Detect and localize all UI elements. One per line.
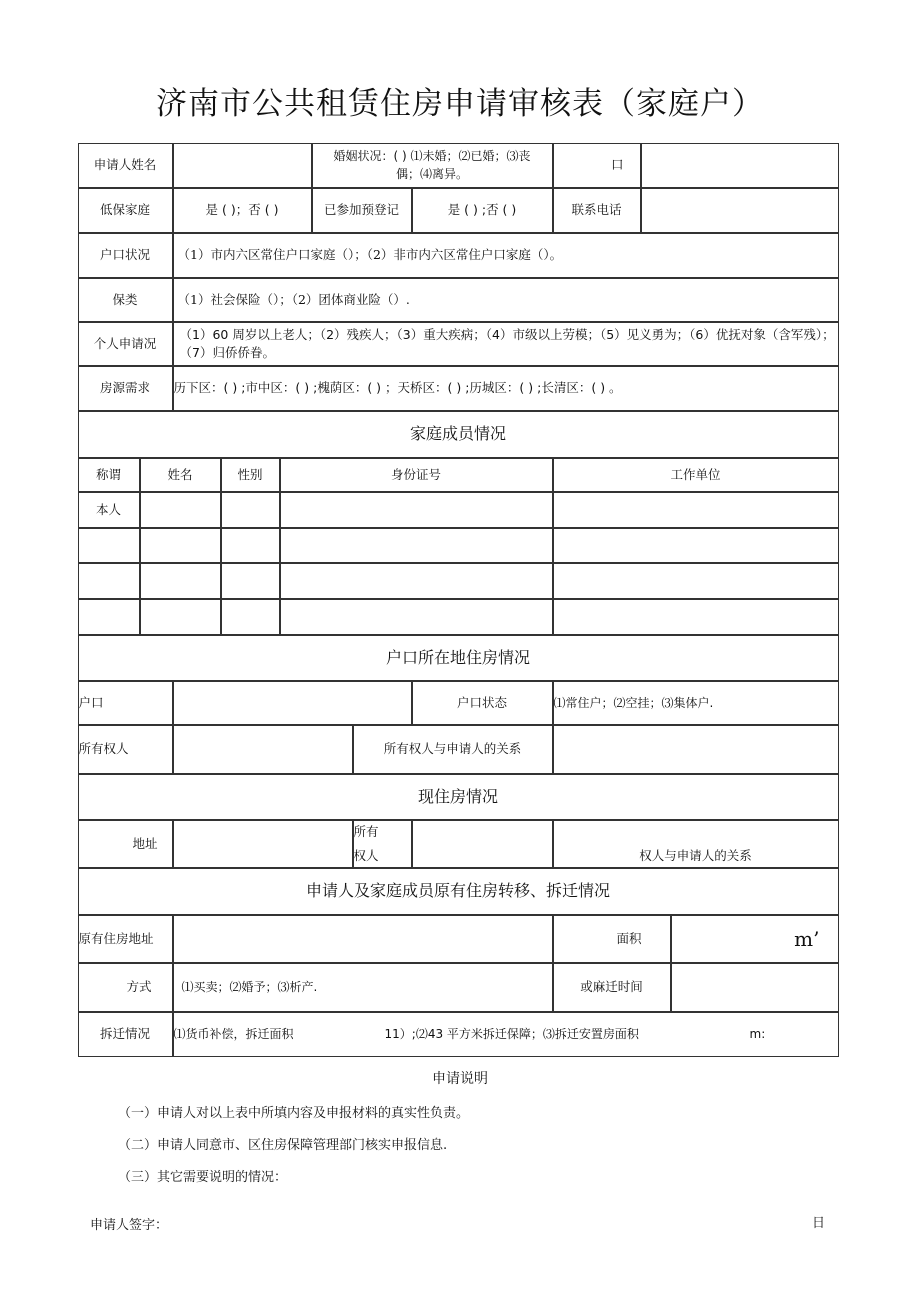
hukou-state-options[interactable]: ⑴常住户；⑵空挂；⑶集体户. — [553, 681, 839, 725]
personal-situation-label: 个人申请况 — [78, 322, 173, 366]
phone-label: 联系电话 — [553, 188, 641, 233]
preregistered-options[interactable]: 是 ( ) ;否 ( ) — [412, 188, 553, 233]
owner-relation-field[interactable] — [553, 725, 839, 774]
applicant-name-label: 申请人姓名 — [78, 143, 173, 188]
family-row-gender[interactable] — [221, 599, 280, 635]
hukou-field[interactable] — [173, 681, 412, 725]
hukou-housing-section-heading: 户口所在地住房情况 — [78, 635, 839, 681]
personal-situation-options[interactable]: （1）60 周岁以上老人；（2）残疾人；（3）重大疾病；（4）市级以上劳模；（5）见义勇为；（6）优抚对象（含军残）；（7）归侨侨眷。 — [173, 322, 839, 366]
family-row-name[interactable] — [140, 563, 221, 599]
owner-field[interactable] — [173, 725, 353, 774]
family-row-relation[interactable] — [78, 528, 140, 563]
applicant-name-field[interactable] — [173, 143, 312, 188]
family-row-name[interactable] — [140, 492, 221, 528]
current-owner-label-line1: 所有 — [353, 823, 379, 839]
family-row-id[interactable] — [280, 528, 553, 563]
area-field[interactable]: m’ — [671, 915, 839, 963]
owner-relation-label: 所有权人与申请人的关系 — [353, 725, 553, 774]
housing-demand-label: 房源需求 — [78, 366, 173, 411]
original-address-label: 原有住房地址 — [78, 915, 173, 963]
family-row-name[interactable] — [140, 528, 221, 563]
family-row-employer[interactable] — [553, 599, 839, 635]
method-label: 方式 — [78, 963, 173, 1012]
demolition-options[interactable] — [173, 1012, 839, 1057]
family-row-id[interactable] — [280, 599, 553, 635]
demolition-option-2: 11）;⑵43 平方米拆迁保障；⑶拆迁安置房面积 — [384, 1027, 639, 1041]
current-housing-section-heading: 现住房情况 — [78, 774, 839, 820]
family-row-relation[interactable] — [78, 599, 140, 635]
family-header-gender: 性别 — [221, 458, 280, 492]
current-relation-label: 权人与申请人的关系 — [553, 820, 839, 868]
demolition-unit: m: — [749, 1027, 766, 1041]
family-section-heading: 家庭成员情况 — [78, 411, 839, 458]
family-header-name: 姓名 — [140, 458, 221, 492]
housing-demand-options[interactable]: 历下区：( ) ;市中区：( ) ;槐荫区：( ) ；天桥区：( ) ;历城区：( ) ;长清区：( ) 。 — [173, 366, 839, 411]
original-address-field[interactable] — [173, 915, 553, 963]
family-row-relation: 本人 — [78, 492, 140, 528]
insurance-label: 保类 — [78, 278, 173, 322]
kou-field[interactable] — [641, 143, 839, 188]
current-owner-field[interactable] — [412, 820, 553, 868]
note-item: （一）申请人对以上表中所填内容及申报材料的真实性负责。 — [118, 1106, 470, 1121]
address-label: 地址 — [78, 820, 173, 868]
area-label: 面积 — [553, 915, 671, 963]
transfer-time-label: 或麻迁时间 — [553, 963, 671, 1012]
day-label: 日 — [812, 1216, 826, 1231]
low-income-options[interactable]: 是 ( )；否 ( ) — [173, 188, 312, 233]
phone-field[interactable] — [641, 188, 839, 233]
hukou-status-options[interactable]: （1）市内六区常住户口家庭（）；（2）非市内六区常住户口家庭（）。 — [173, 233, 839, 278]
insurance-options[interactable]: （1）社会保险（）；（2）团体商业险（）. — [173, 278, 839, 322]
family-row-id[interactable] — [280, 492, 553, 528]
family-row-id[interactable] — [280, 563, 553, 599]
family-header-relation: 称谓 — [78, 458, 140, 492]
hukou-label: 户口 — [78, 681, 173, 725]
family-header-id: 身份证号 — [280, 458, 553, 492]
marital-status-label: 婚姻状况：( ) ⑴未婚；⑵已婚；⑶丧偶；⑷离异。 — [312, 143, 553, 188]
address-field[interactable] — [173, 820, 353, 868]
hukou-status-label: 户口状况 — [78, 233, 173, 278]
preregistered-label: 已参加预登记 — [312, 188, 412, 233]
notes-heading: 申请说明 — [432, 1071, 488, 1087]
page-title: 济南市公共租赁住房申请审核表（家庭户） — [156, 86, 764, 122]
demolition-option-1: ⑴货币补偿，拆迁面积 — [173, 1027, 294, 1041]
family-row-gender[interactable] — [221, 528, 280, 563]
demolition-label: 拆迁情况 — [78, 1012, 173, 1057]
family-row-relation[interactable] — [78, 563, 140, 599]
note-item: （三）其它需要说明的情况： — [118, 1170, 288, 1185]
transfer-section-heading: 申请人及家庭成员原有住房转移、拆迁情况 — [78, 868, 839, 915]
current-owner-label-line2: 权人 — [353, 847, 379, 863]
hukou-state-label: 户口状态 — [412, 681, 553, 725]
family-row-employer[interactable] — [553, 528, 839, 563]
transfer-time-field[interactable] — [671, 963, 839, 1012]
family-row-name[interactable] — [140, 599, 221, 635]
kou-label: 口 — [553, 143, 641, 188]
current-owner-label — [353, 820, 412, 868]
family-row-gender[interactable] — [221, 563, 280, 599]
family-row-employer[interactable] — [553, 563, 839, 599]
family-row-employer[interactable] — [553, 492, 839, 528]
family-header-employer: 工作单位 — [553, 458, 839, 492]
signature-label: 申请人签字： — [90, 1218, 169, 1233]
owner-label: 所有权人 — [78, 725, 173, 774]
low-income-label: 低保家庭 — [78, 188, 173, 233]
method-options[interactable]: ⑴买卖；⑵婚予；⑶析产. — [173, 963, 553, 1012]
note-item: （二）申请人同意市、区住房保障管理部门核实申报信息. — [118, 1138, 448, 1153]
family-row-gender[interactable] — [221, 492, 280, 528]
